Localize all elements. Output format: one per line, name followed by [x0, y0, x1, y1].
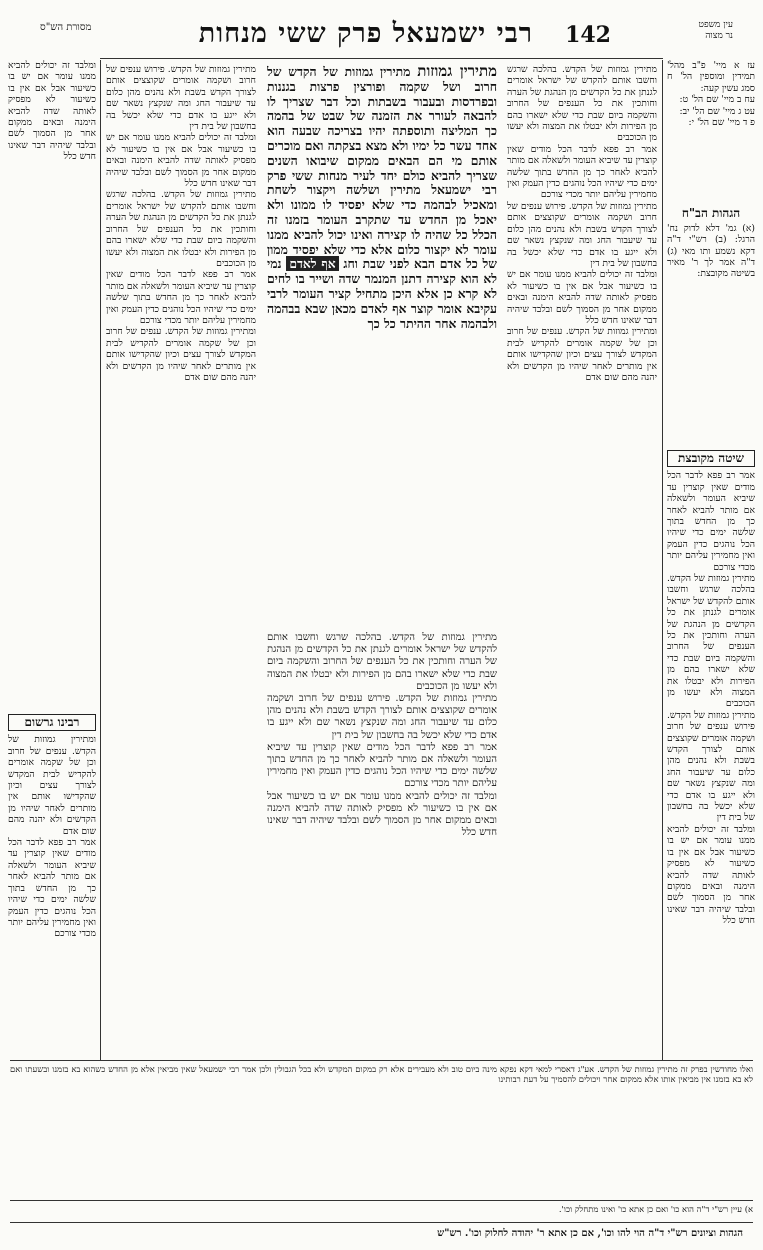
tosafot-text-3: מתירין גמוזות של הקדש. בהלכה שרגש וחשבו אותם להקדש של ישראל אומרים לגנתן את כל הקדשים מן הנהגת של הערה וחותכין את כל הענפים של החרוב והשקמה ביום שבת כדי שלא ישארו בהם מן הפירות ולא יבטלו את המצוה ולא יעשו מן הכוכבים — [106, 189, 256, 269]
masoret-hashas-label: מסורת הש"ס — [40, 22, 92, 33]
rabbeinu-gershom-heading: רבינו גרשום — [8, 714, 96, 731]
gemara-paragraph: מנחות ששי פרק רבי ישמעאל מתירין ושלשה ויקצור לשחת ומאכיל לבהמה כדי שלא יפסיד לו ממונו ולא יאכל מן החדש עד שתקרב העומר בזמנו — [267, 167, 497, 227]
ein-mishpat-entry: עז א מיי' פ"ב מהל' תמידין ומוספין הל' ח סמג עשין קעה: — [667, 60, 755, 94]
ein-mishpat-entry: פ ד מיי' שם הל' י: — [688, 117, 755, 129]
rabbeinu-gershom-text: ומתירין גמוזות של הקדש. ענפים של חרוב וכן של שקמה אומרים להקדיש לבית המקדש לצורך עצים וכיון שהקדישו אותם אין מותרים לאחר שיהיו מן הקדשים ולא יהנה מהם שום אדם — [8, 734, 96, 837]
bottom-commentary — [10, 1064, 753, 1196]
left-margin-rule — [100, 60, 101, 1060]
page-number: 142 — [565, 22, 611, 48]
shita-text-continued-3: ומלבד זה יכולים להביא ממנו עומר אם יש בו כשיעור אבל אם אין בו כשיעור לא מפסיק לאותה שדה להביא הימנה ובאים ממקום אחר מן הסמוך לשם ובלבד שיהיה דבר שאינו חדש כלל — [667, 823, 755, 927]
lower-center-text-3: אמר רב פפא לדבר הכל מודים שאין קוצרין עד שיביא העומר ולשאלה אם מותר להביא לאחר כך מן החדש בתוך שלשה ימים כדי שיהיו הכל נוהגים כדין העמק ואין מחמירין עליהם יותר מכדי צורכם — [267, 741, 497, 790]
shita-text-continued: מתירין גמוזות של הקדש. בהלכה שרגש וחשבו אותם להקדש של ישראל אומרים לגנתן את כל הקדשים מן הנהגת של הערה וחותכין את כל הענפים של החרוב והשקמה ביום שבת כדי שלא ישארו בהם מן הפירות ולא יבטלו את המצוה ולא יעשו מן הכוכבים — [667, 572, 755, 710]
gemara-tail: נמי לא הוא קצירה דתנן המנמר שדה ושייר בו לחים לא קרא כן אלא היכן מתחיל קציר העומר לרבי עקיבא אומר קוצר אף לאדם מכאן שבא בבהמה ולבהמה אחר ההיתר כל כך — [267, 256, 497, 331]
tosafot-text-5: ומתירין גמוזות של הקדש. ענפים של חרוב וכן של שקמה אומרים להקדיש לבית המקדש לצורך עצים וכיון שהקדישו אותם אין מותרים לאחר שיהיו מן הקדשים ולא יהנה מהם שום אדם — [106, 326, 256, 383]
hagahot-text: (א) גמ' דלא לדוק נח' הרגל: (ב) רש"י ד"ה דקא נשמע ותו מאי (ג) ד"ה אמר לך ר' מאיר בשיטה מקובצת: — [667, 222, 755, 280]
bottom-commentary-text: ואלו מחודשין בפרק זה מתירין גמוזות של הקדש. אע"ג דאסרי למאי דקא נפקא מינה ביום טוב ולא מעבירים אלא רק במקום המקדש ולא בכל הגבולין ולכן אמר רבי ישמעאל שאין מביאין אלא מן החדש כשהוא בא בזמנו ובשעתו ואם לא בא בזמנו אין מביאין אותו אלא ממקום אחר ויכולים להסמיך על דעת רבותינו — [10, 1064, 753, 1085]
tosafot-text-2: ומלבד זה יכולים להביא ממנו עומר אם יש בו כשיעור אבל אם אין בו כשיעור לא מפסיק לאותה שדה להביא הימנה ובאים ממקום אחר מן הסמוך לשם ובלבד שיהיה דבר שאינו חדש כלל — [106, 132, 256, 190]
gemara-paragraph: בצריכה שבעה הוא אחד עשר כל ימיו ולא מצא בצקתה ואם מוכרים אותם מי הם הבאים ממקום שיבואו השנים שצריך להביא כולם יחד לעיר — [267, 123, 497, 183]
hagahot-vetziyunim-line: הגהות וציונים רש"י ד"ה הוי להו וכו', אם כן אתא ר' יהודה לחלוק וכו'. רש"ש — [437, 1228, 743, 1239]
right-margin-rule — [662, 60, 663, 1060]
gemara-paragraph: מתירין גמוזות של הקדש של חרוב ושל שקמה ופורצין פרצות בגננות ובפרדסות ובעבור בשבתות וכל דבר שצריך לו להבאה לעורר את הזמנה של שבט של בהמה כך המליצה ותוספתה יהיו — [267, 64, 497, 139]
rashi-text-5: ומתירין גמוזות של הקדש. ענפים של חרוב וכן של שקמה אומרים להקדיש לבית המקדש לצורך עצים וכיון שהקדישו אותם אין מותרים לאחר שיהיו מן הקדשים ולא יהנה מהם שום אדם — [507, 326, 657, 383]
page-title: רבי ישמעאל פרק ששי מנחות — [198, 18, 533, 49]
tosafot-text: מתירין גמוזות של הקדש. פירוש ענפים של חרוב ושקמה אומרים שקוצצים אותם לצורך הקדש בשבת ולא נהנים מהן כלום עד שיעבור החג ומה שנקצץ נשאר שם ולא ייגע בו אדם כדי שלא יכשל בה בחשבון של בית דין — [106, 64, 256, 133]
ein-mishpat-column — [667, 60, 755, 1060]
bottom-rule — [10, 1222, 753, 1223]
ein-mishpat-label-line1: עין משפט — [698, 20, 733, 30]
lower-center-text-4: ומלבד זה יכולים להביא ממנו עומר אם יש בו כשיעור אבל אם אין בו כשיעור לא מפסיק לאותה שדה להביא הימנה ובאים ממקום אחר מן הסמוך לשם ובלבד שיהיה דבר שאינו חדש כלל — [267, 790, 497, 839]
gemara-lead-word: מתירין גמוזות — [417, 64, 497, 80]
shita-heading: שיטה מקובצת — [667, 450, 755, 467]
header-rule — [100, 58, 663, 59]
tosafot-column — [106, 64, 256, 1044]
ein-mishpat-entry: עט ג מיי' שם הל' יב: — [679, 105, 755, 117]
rabbeinu-gershom-text-2: אמר רב פפא לדבר הכל מודים שאין קוצרין עד שיביא העומר ולשאלה אם מותר להביא לאחר כך מן החדש בתוך שלשה ימים כדי שיהיו הכל נוהגים כדין העמק ואין מחמירין עליהם יותר מכדי צורכם — [8, 837, 96, 940]
commentary-lower-center — [267, 632, 497, 1052]
footnote — [10, 1204, 753, 1218]
gemara-text — [267, 64, 497, 624]
lower-center-text: מתירין גמוזות של הקדש. בהלכה שרגש וחשבו אותם להקדש של ישראל אומרים לגנתן את כל הקדשים מן הנהגת של הערה וחותכין את כל הענפים של החרוב והשקמה ביום שבת כדי שלא ישארו בהם מן הפירות ולא יבטלו את המצוה ולא יעשו מן הכוכבים — [267, 632, 497, 692]
footnote-rule — [10, 1200, 753, 1201]
bottom-commentary-rule — [10, 1060, 753, 1061]
footnote-text: א) עיין רש"י ד"ה הוא כו' ואם כן אתא כו' ואינו מתחלק וכו'. — [558, 1204, 753, 1214]
gemara-paragraph: זה הכלל כל שהיה לו קצירה ואינו יכול להביא ממנו עומר לא יקצור כלום אלא כדי שלא יפסיד ממון של כל אדם הבא לפני שבת וחג — [267, 211, 497, 272]
shita-text-continued-2: מתירין גמוזות של הקדש. פירוש ענפים של חרוב ושקמה אומרים שקוצצים אותם לצורך הקדש בשבת ולא נהנים מהן כלום עד שיעבור החג ומה שנקצץ נשאר שם ולא ייגע בו אדם כדי שלא יכשל בה בחשבון של בית דין — [667, 709, 755, 824]
ein-mishpat-label — [653, 20, 733, 42]
shita-text: אמר רב פפא לדבר הכל מודים שאין קוצרין עד שיביא העומר ולשאלה אם מותר להביא לאחר כך מן החדש בתוך שלשה ימים כדי שיהיו הכל נוהגים כדין העמק ואין מחמירין עליהם יותר מכדי צורכם — [667, 470, 755, 573]
dibur-hamatchil: אף לאדם — [286, 256, 338, 271]
rashi-text-3: מתירין גמוזות של הקדש. פירוש ענפים של חרוב ושקמה אומרים שקוצצים אותם לצורך הקדש בשבת ולא נהנים מהן כלום עד שיעבור החג ומה שנקצץ נשאר שם ולא ייגע בו אדם כדי שלא יכשל בה בחשבון של בית דין — [507, 200, 657, 269]
page-header — [40, 18, 733, 58]
rashi-text: מתירין גמוזות של הקדש. בהלכה שרגש וחשבו אותם להקדש של ישראל אומרים לגנתן את כל הקדשים מן הנהגת של הערה וחותכין את כל הענפים של החרוב והשקמה ביום שבת כדי שלא ישארו בהם מן הפירות ולא יבטלו את המצוה ולא יעשו מן הכוכבים — [507, 64, 657, 144]
hagahot-heading: הגהות הב"ח — [681, 206, 741, 221]
tosafot-text-4: אמר רב פפא לדבר הכל מודים שאין קוצרין עד שיביא העומר ולשאלה אם מותר להביא לאחר כך מן החדש בתוך שלשה ימים כדי שיהיו הכל נוהגים כדין העמק ואין מחמירין עליהם יותר מכדי צורכם — [106, 269, 256, 326]
ein-mishpat-label-line2: נר מצוה — [705, 31, 733, 41]
rashi-column — [507, 64, 657, 1044]
masoret-column — [8, 60, 96, 1060]
ein-mishpat-entry: עח ב מיי' שם הל' ט: — [679, 94, 755, 106]
rashi-text-2: אמר רב פפא לדבר הכל מודים שאין קוצרין עד שיביא העומר ולשאלה אם מותר להביא לאחר כך מן החדש בתוך שלשה ימים כדי שיהיו הכל נוהגים כדין העמק ואין מחמירין עליהם יותר מכדי צורכם — [507, 143, 657, 201]
rashi-text-4: ומלבד זה יכולים להביא ממנו עומר אם יש בו כשיעור אבל אם אין בו כשיעור לא מפסיק לאותה שדה להביא הימנה ובאים ממקום אחר מן הסמוך לשם ובלבד שיהיה דבר שאינו חדש כלל — [507, 269, 657, 326]
lower-center-text-2: מתירין גמוזות של הקדש. פירוש ענפים של חרוב ושקמה אומרים שקוצצים אותם לצורך הקדש בשבת ולא נהנים מהן כלום עד שיעבור החג ומה שנקצץ נשאר שם ולא ייגע בו אדם כדי שלא יכשל בה בחשבון של בית דין — [267, 693, 497, 741]
masoret-text: ומלבד זה יכולים להביא ממנו עומר אם יש בו כשיעור אבל אם אין בו כשיעור לא מפסיק לאותה שדה להביא הימנה ובאים ממקום אחר מן הסמוך לשם ובלבד שיהיה דבר שאינו חדש כלל — [8, 60, 96, 163]
